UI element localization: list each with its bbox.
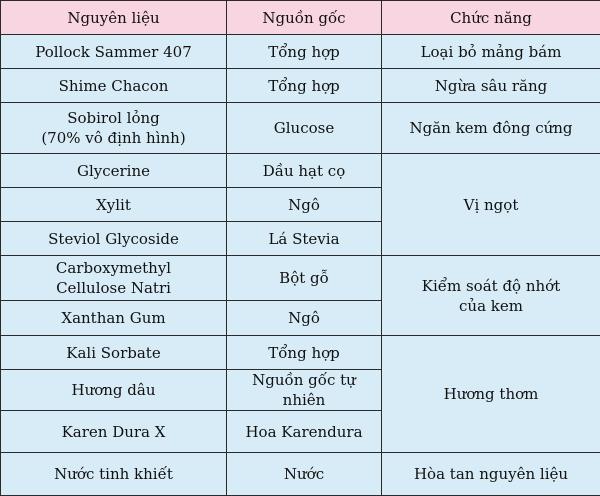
- ingredient-cell: Xylit: [1, 188, 227, 222]
- function-cell: Loại bỏ mảng bám: [382, 35, 600, 69]
- source-cell: Nước: [227, 453, 382, 496]
- ingredient-cell: Pollock Sammer 407: [1, 35, 227, 69]
- ingredient-cell: Shime Chacon: [1, 69, 227, 103]
- source-cell: Glucose: [227, 103, 382, 154]
- source-cell: Nguồn gốc tự nhiên: [227, 370, 382, 411]
- function-cell: Ngăn kem đông cứng: [382, 103, 600, 154]
- ingredient-cell: Xanthan Gum: [1, 301, 227, 336]
- table-row: [1, 154, 600, 188]
- ingredient-line: (70% vô định hình): [41, 129, 185, 147]
- function-cell-viscosity: [382, 256, 600, 336]
- function-line: của kem: [459, 297, 523, 315]
- table-row: [1, 35, 600, 69]
- table-row: [1, 453, 600, 496]
- ingredient-cell: [1, 256, 227, 301]
- table-row: [1, 103, 600, 154]
- source-cell: Dầu hạt cọ: [227, 154, 382, 188]
- table-row: [1, 256, 600, 301]
- header-source: Nguồn gốc: [227, 1, 382, 35]
- table-row: [1, 69, 600, 103]
- header-ingredient: Nguyên liệu: [1, 1, 227, 35]
- function-cell-sweet: Vị ngọt: [382, 154, 600, 256]
- ingredient-cell: Glycerine: [1, 154, 227, 188]
- function-cell-aroma: Hương thơm: [382, 336, 600, 453]
- source-cell: Ngô: [227, 301, 382, 336]
- ingredient-cell: Kali Sorbate: [1, 336, 227, 370]
- ingredient-cell: Karen Dura X: [1, 411, 227, 453]
- ingredient-cell: Nước tinh khiết: [1, 453, 227, 496]
- ingredient-cell: Steviol Glycoside: [1, 222, 227, 256]
- source-cell: Tổng hợp: [227, 35, 382, 69]
- ingredient-line: Cellulose Natri: [56, 279, 171, 297]
- table-row: [1, 336, 600, 370]
- header-row: [1, 1, 600, 35]
- source-cell: Bột gỗ: [227, 256, 382, 301]
- source-cell: Tổng hợp: [227, 336, 382, 370]
- header-function: Chức năng: [382, 1, 600, 35]
- function-line: Kiểm soát độ nhớt: [422, 277, 560, 295]
- ingredient-cell: Hương dâu: [1, 370, 227, 411]
- source-cell: Ngô: [227, 188, 382, 222]
- ingredient-line: Sobirol lỏng: [67, 109, 160, 127]
- function-cell: Hòa tan nguyên liệu: [382, 453, 600, 496]
- ingredient-line: Carboxymethyl: [56, 259, 171, 277]
- source-cell: Tổng hợp: [227, 69, 382, 103]
- source-cell: Hoa Karendura: [227, 411, 382, 453]
- source-cell: Lá Stevia: [227, 222, 382, 256]
- function-cell: Ngừa sâu răng: [382, 69, 600, 103]
- ingredient-cell: [1, 103, 227, 154]
